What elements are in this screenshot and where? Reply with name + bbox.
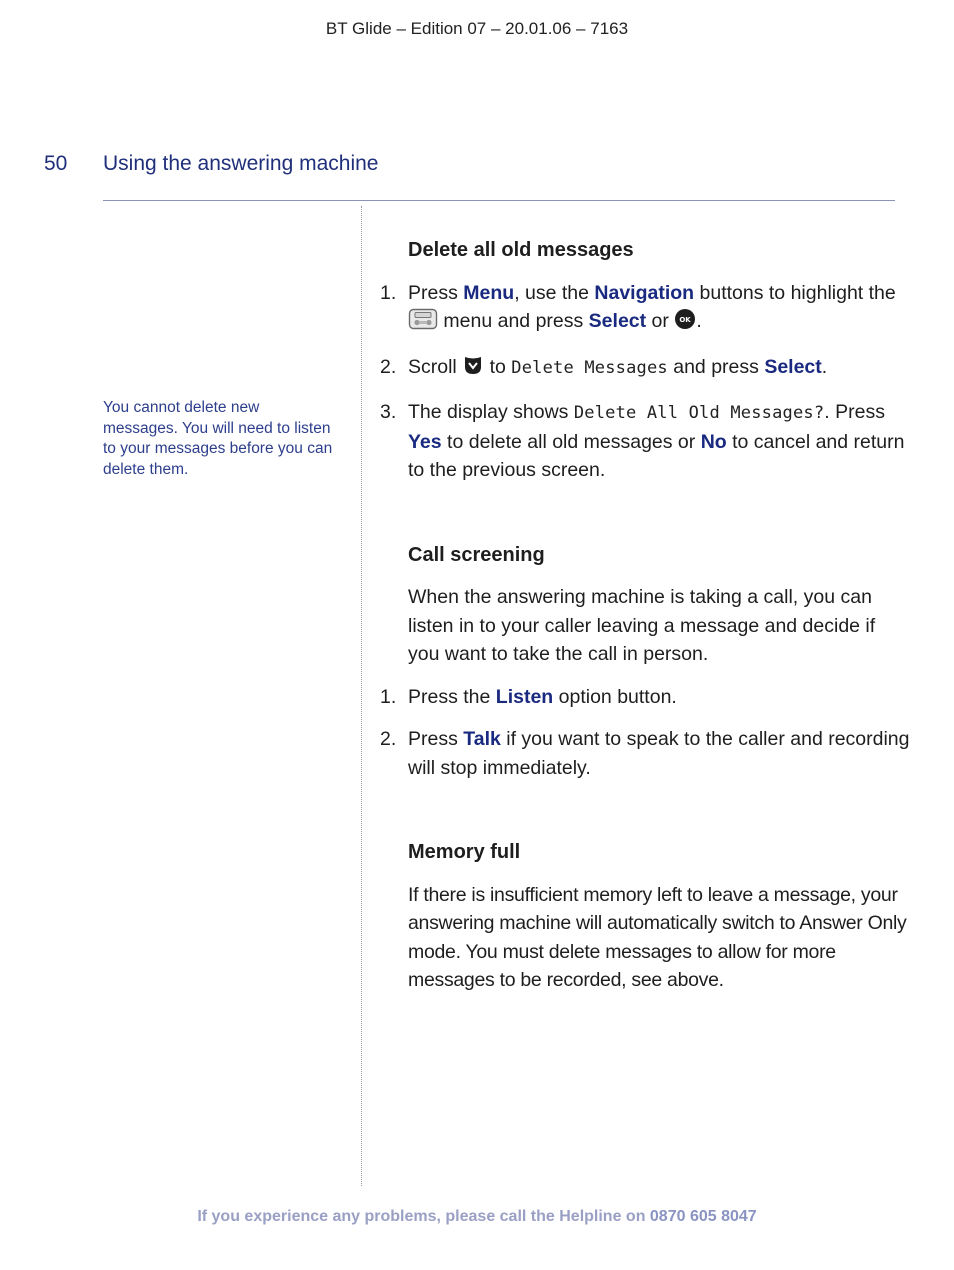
memory-full-body: If there is insufficient memory left to leave a message, your answering machine will automatically switch to Answer Only mode. You must delete messages to allow for more messages to be recorded, see above. [408,883,907,991]
step-text: The display shows Delete All Old Messages?. Press Yes to delete all old messages or No to cancel and return to the previous screen. [408,401,905,481]
step-number: 1. [380,685,397,708]
step-number: 1. [380,281,397,304]
screening-step-2 [380,725,910,782]
talk-keyword: Talk [463,728,501,750]
menu-keyword: Menu [463,281,515,304]
footer-helpline [0,1208,954,1226]
column-divider [361,206,362,1186]
section-title: Using the answering machine [103,152,379,175]
listen-keyword: Listen [495,685,554,708]
step-number: 2. [380,728,397,750]
svg-text:OK: OK [679,316,691,324]
call-screening-heading: Call screening [408,543,545,566]
screening-step-1 [380,683,910,712]
delete-step-1 [380,279,910,339]
step-text: Press Menu, use the Navigation buttons to highlight the menu and press Select or OK . [408,279,910,339]
edition-line: BT Glide – Edition 07 – 20.01.06 – 7163 [325,19,629,38]
answering-machine-icon [408,308,438,339]
select-keyword: Select [588,310,647,332]
memory-full-heading: Memory full [408,841,521,863]
step-text: Press the Listen option button. [408,685,677,708]
navigation-keyword: Navigation [594,281,695,304]
no-keyword: No [700,430,727,453]
page-number: 50 [44,152,68,175]
header-rule [103,200,895,201]
delete-step-2 [380,353,910,385]
step-number: 3. [380,401,397,423]
helpline-phone: 0870 605 8047 [649,1208,757,1225]
side-note: You cannot delete new messages. You will need to listen to your messages before you can delete them. [103,399,333,479]
delete-step-3 [380,398,910,485]
call-screening-intro: When the answering machine is taking a call, you can listen in to your caller leaving a message and decide if you want to take the call in person. [408,586,876,665]
step-text: Press Talk if you want to speak to the caller and recording will stop immediately. [408,728,910,779]
display-text: Delete Messages [511,357,668,378]
delete-heading: Delete all old messages [408,239,634,261]
step-text: Scroll to Delete Messages and press Select. [408,353,910,385]
step-number: 2. [380,355,397,378]
main-content [380,236,910,995]
footer-text: If you experience any problems, please call the Helpline on [197,1208,650,1225]
ok-button-icon [674,308,696,339]
select-keyword: Select [764,355,822,378]
scroll-down-icon [462,354,484,385]
yes-keyword: Yes [408,430,442,453]
display-text: Delete All Old Messages? [573,403,825,423]
